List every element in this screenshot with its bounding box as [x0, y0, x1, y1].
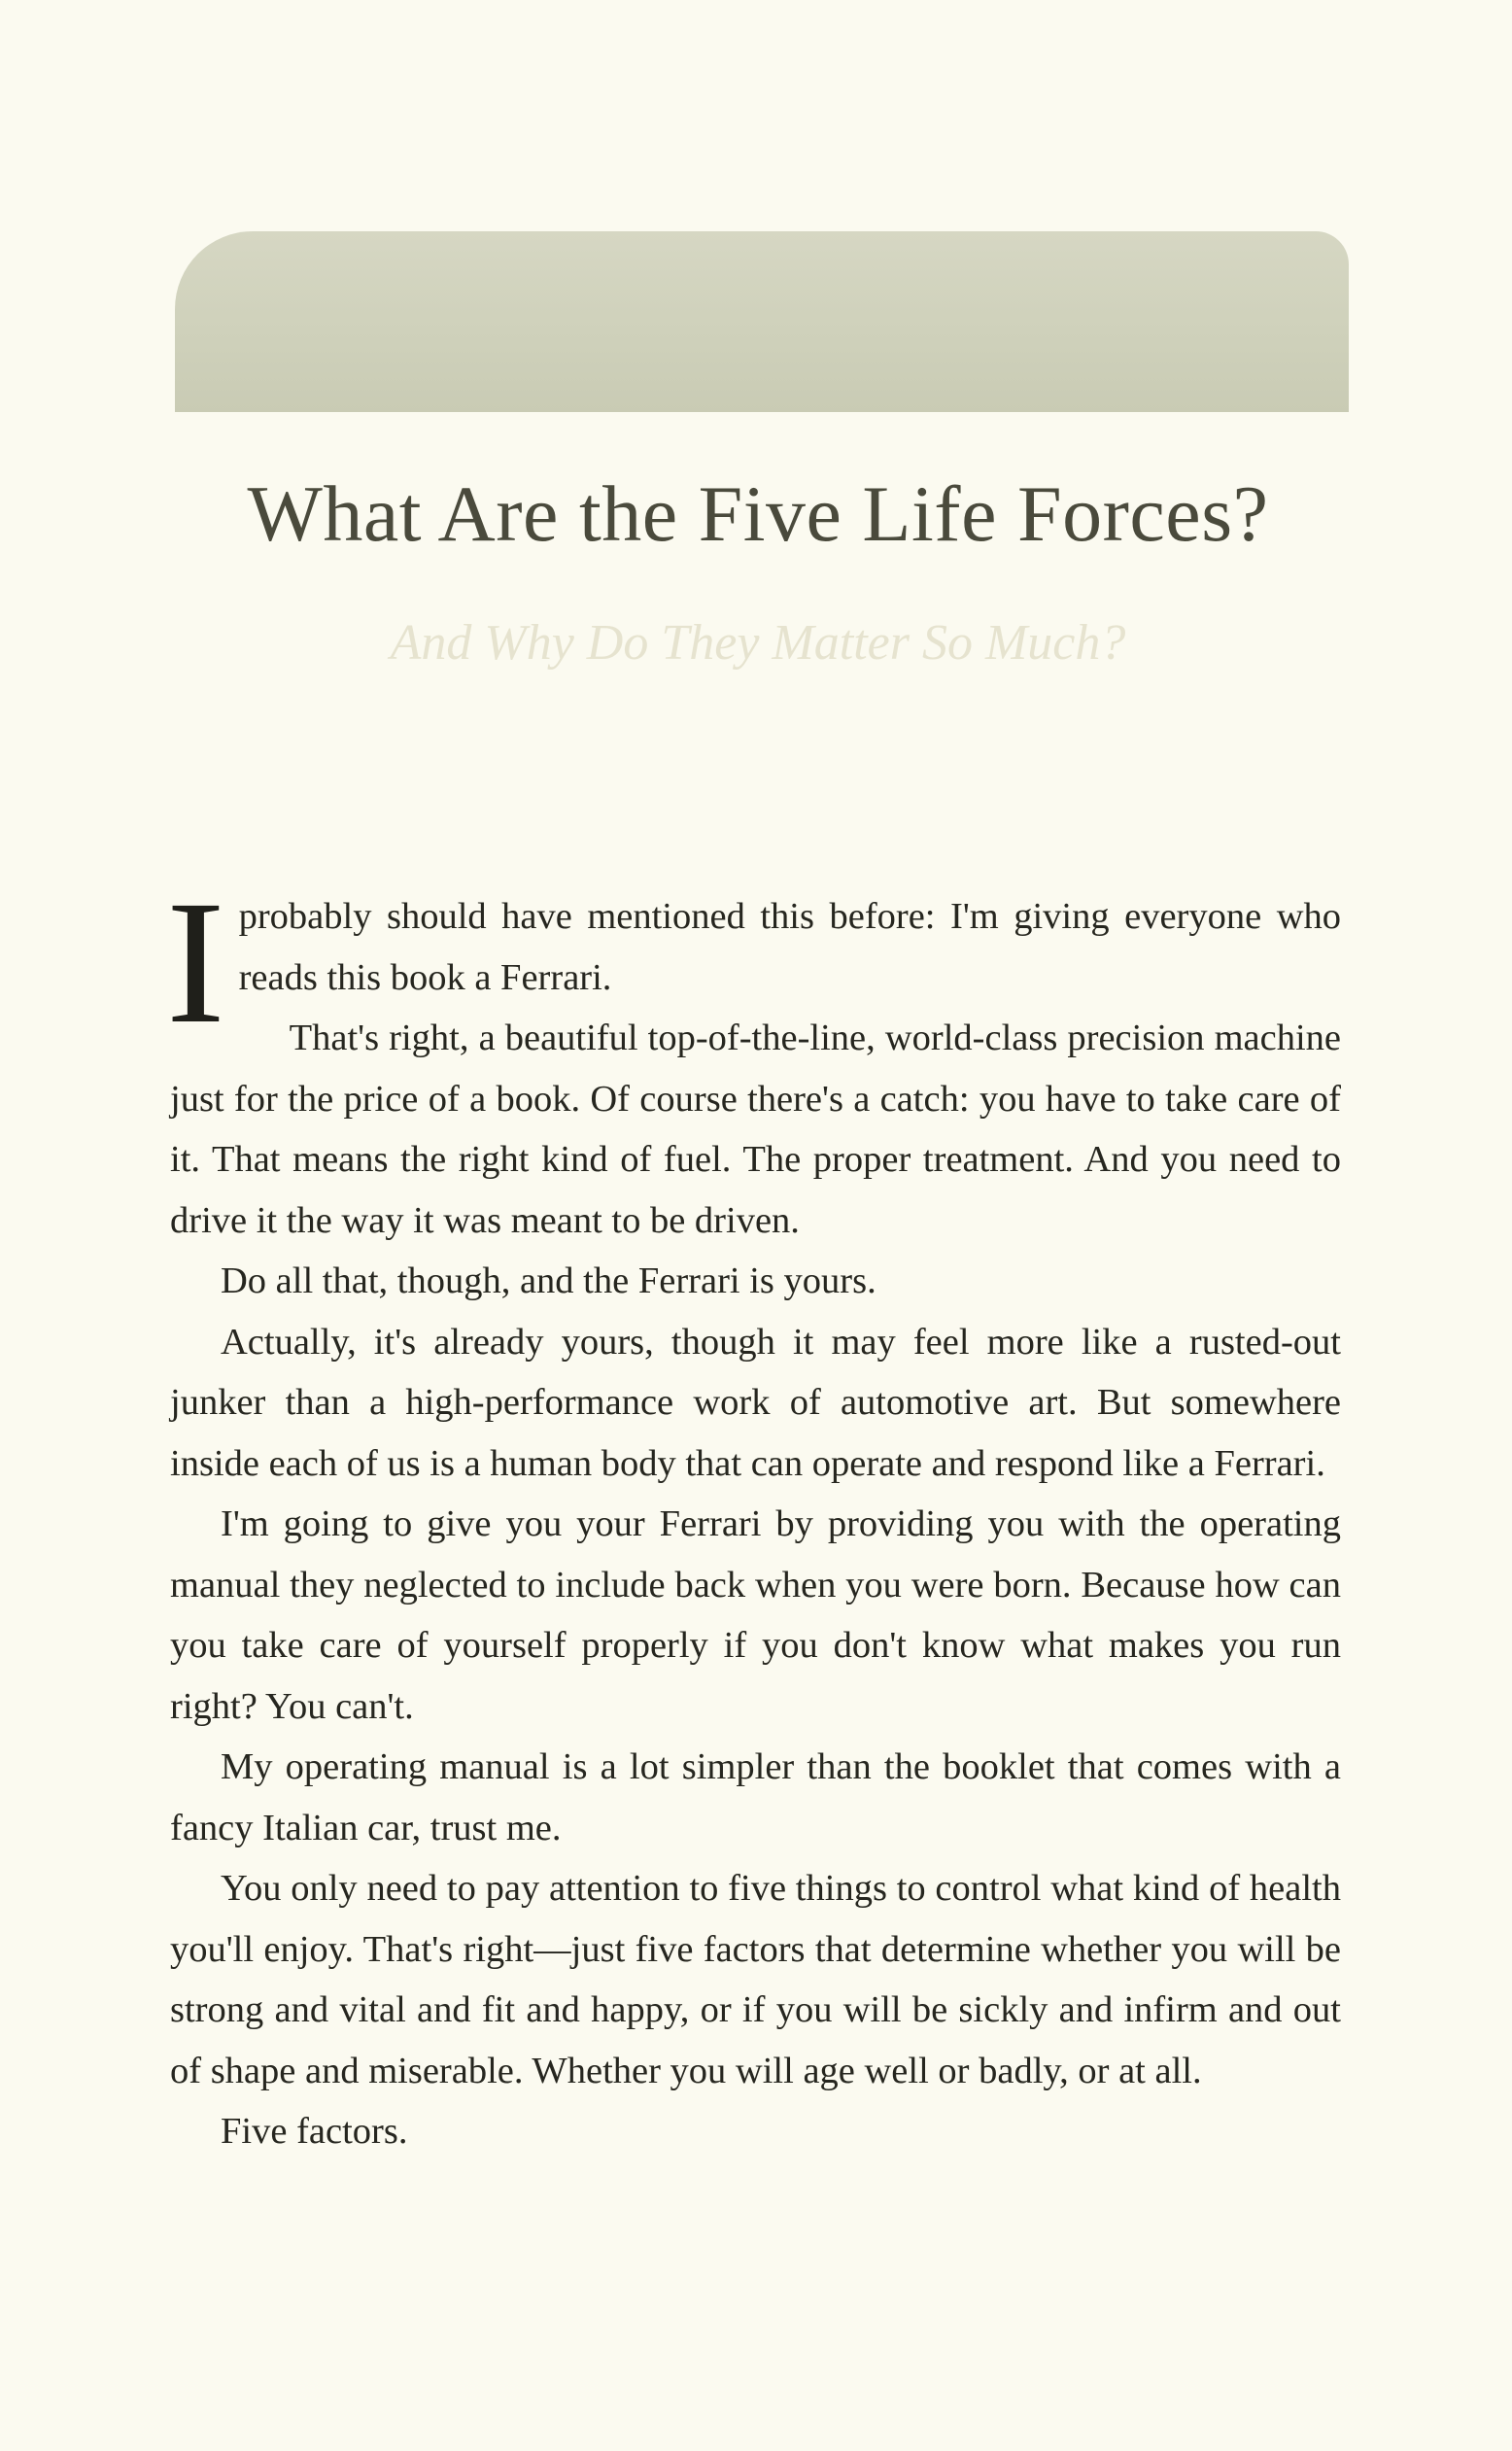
paragraph: I'm going to give you your Ferrari by providing you with the operating manual they neglected to include back when you were born. Because how can you take care of yourself properly if you don't know what makes you run right? You can't. — [170, 1503, 1341, 1727]
paragraph: That's right, a beautiful top-of-the-line, world-class precision machine just for the price of a book. Of course there's a catch: you have to take care of it. That means the right kind of fuel. The proper treatment. And you need to drive it the way it was meant to be driven. — [170, 1018, 1341, 1241]
drop-cap: I — [166, 865, 225, 1060]
paragraph: Five factors. — [221, 2111, 408, 2152]
chapter-subtitle: And Why Do They Matter So Much? — [390, 615, 1126, 671]
paragraph: You only need to pay attention to five things to control what kind of health you'll enjoy. That's right—just five factors that determine whether you will be strong and vital and fit and happy, or if you will be sickly and infirm and out of shape and miserable. Whether you will age well or badly, or at all. — [170, 1868, 1341, 2091]
body-text — [166, 865, 1341, 2162]
paragraph: My operating manual is a lot simpler than the booklet that comes with a fancy Italian car, trust me. — [170, 1746, 1341, 1848]
paragraph — [166, 865, 1341, 1060]
paragraph: Actually, it's already yours, though it may feel more like a rusted-out junker than a high-performance work of automotive art. But somewhere inside each of us is a human body that can operate and respond like a Ferrari. — [170, 1321, 1341, 1484]
paragraph: Do all that, though, and the Ferrari is yours. — [221, 1260, 876, 1301]
chapter-header-band — [175, 231, 1349, 412]
chapter-title: What Are the Five Life Forces? — [247, 469, 1269, 558]
paragraph-text: probably should have mentioned this before: I'm giving everyone who reads this book a Ferrari. — [238, 896, 1341, 998]
